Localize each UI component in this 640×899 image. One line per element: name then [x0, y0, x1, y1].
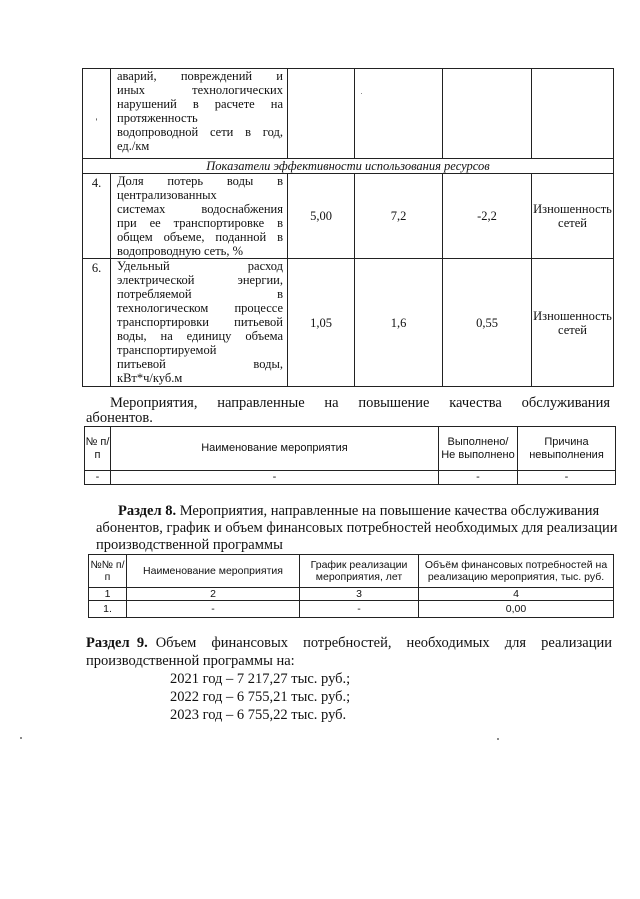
measures-table — [84, 426, 616, 485]
measures-heading-line: абонентов. — [86, 410, 153, 426]
header-num: №№ п/п — [89, 555, 127, 588]
indicator-name-line: транспортировки питьевой — [117, 315, 283, 329]
row-number: 6. — [83, 259, 111, 387]
cell-num: 1. — [89, 601, 127, 618]
header-reason: Причина невыполнения — [518, 427, 616, 471]
indicator-name — [111, 259, 288, 387]
fact-value: 7,2 — [355, 174, 443, 259]
table-row — [83, 174, 614, 259]
indicator-name-line: транспортируемой — [117, 343, 217, 357]
deviation-value — [443, 69, 532, 159]
indicator-name-line: аварий, повреждений и — [117, 69, 283, 83]
indicator-name-line: протяженность — [117, 111, 198, 125]
cell-finance: 0,00 — [419, 601, 614, 618]
measures-heading-line: Мероприятия, направленные на повышение качества обслуживания — [110, 395, 610, 411]
table-header-row — [89, 555, 614, 588]
section8-line — [118, 503, 610, 520]
table-row — [85, 471, 616, 485]
cell-schedule: - — [300, 601, 419, 618]
cell-name: - — [111, 471, 439, 485]
header-schedule: График реализации мероприятия, лет — [300, 555, 419, 588]
index-cell: 2 — [127, 588, 300, 601]
year-amount: 2022 год – 6 755,21 тыс. руб.; — [170, 689, 351, 705]
header-num: № п/п — [85, 427, 111, 471]
section9-line — [86, 635, 612, 652]
plan-value — [288, 69, 355, 159]
fact-value — [355, 69, 443, 159]
indicator-name-line: электрической энергии, — [117, 273, 283, 287]
reason-cell — [532, 69, 614, 159]
index-cell: 1 — [89, 588, 127, 601]
indicator-name-line: потребляемой в — [117, 287, 283, 301]
section9-label: Раздел 9. — [86, 635, 148, 651]
table-row — [89, 601, 614, 618]
fact-value: 1,6 — [355, 259, 443, 387]
indicator-name-line: нарушений в расчете на — [117, 97, 283, 111]
section-label: Показатели эффективности использования ресурсов — [83, 159, 614, 174]
indicator-name-line: централизованных — [117, 188, 217, 202]
cell-done: - — [439, 471, 518, 485]
section9-text: Объем финансовых потребностей, необходимых для реализации — [155, 635, 612, 651]
cell-name: - — [127, 601, 300, 618]
indicator-name-line: воды, на единицу объема — [117, 329, 283, 343]
deviation-value: 0,55 — [443, 259, 532, 387]
section8-text: Мероприятия, направленные на повышение качества обслуживания — [176, 503, 600, 519]
indicator-name — [111, 69, 288, 159]
indicator-name-line: иных технологических — [117, 83, 283, 97]
section8-label: Раздел 8. — [118, 503, 177, 519]
indicator-name — [111, 174, 288, 259]
section-row — [83, 159, 614, 174]
cell-reason: - — [518, 471, 616, 485]
indicator-name-line: водопроводной сети в год, — [117, 125, 283, 139]
table-index-row — [89, 588, 614, 601]
indicator-name-line: при ее транспортировке в — [117, 216, 283, 230]
row-number — [83, 69, 111, 159]
section9-line: производственной программы на: — [86, 653, 295, 669]
indicator-name-line: системах водоснабжения — [117, 202, 283, 216]
deviation-value: -2,2 — [443, 174, 532, 259]
plan-value: 5,00 — [288, 174, 355, 259]
indicator-name-line: технологическом процессе — [117, 301, 283, 315]
row-number: 4. — [83, 174, 111, 259]
scan-speck — [497, 738, 499, 740]
cell-num: - — [85, 471, 111, 485]
scan-speck — [20, 737, 22, 739]
header-name: Наименование мероприятия — [127, 555, 300, 588]
plan-value: 1,05 — [288, 259, 355, 387]
scan-speck — [361, 93, 362, 94]
table-row — [83, 259, 614, 387]
table-row — [83, 69, 614, 159]
indicator-name-line: общем объеме, поданной в — [117, 230, 283, 244]
section8-line: абонентов, график и объем финансовых потребностей необходимых для реализации — [96, 520, 618, 536]
reason-cell: Изношенность сетей — [532, 174, 614, 259]
indicator-name-line: ед./км — [117, 139, 150, 153]
finance-table — [88, 554, 614, 618]
indicator-name-line: кВт*ч/куб.м — [117, 371, 183, 385]
index-cell: 3 — [300, 588, 419, 601]
header-done: Выполнено/ Не выполнено — [439, 427, 518, 471]
indicator-name-line: питьевой воды, — [117, 357, 283, 371]
scan-mark: ' — [95, 117, 98, 127]
table-header-row — [85, 427, 616, 471]
index-cell: 4 — [419, 588, 614, 601]
indicator-name-line: водопроводную сеть, % — [117, 244, 244, 258]
indicator-name-line: Удельный расход — [117, 259, 283, 273]
year-amount: 2023 год – 6 755,22 тыс. руб. — [170, 707, 347, 723]
section8-line: производственной программы — [96, 537, 283, 553]
indicator-name-line: Доля потерь воды в — [117, 174, 283, 188]
header-finance: Объём финансовых потребностей на реализацию мероприятия, тыс. руб. — [419, 555, 614, 588]
header-name: Наименование мероприятия — [111, 427, 439, 471]
year-amount: 2021 год – 7 217,27 тыс. руб.; — [170, 671, 351, 687]
indicators-table — [82, 68, 614, 387]
reason-cell: Изношенность сетей — [532, 259, 614, 387]
